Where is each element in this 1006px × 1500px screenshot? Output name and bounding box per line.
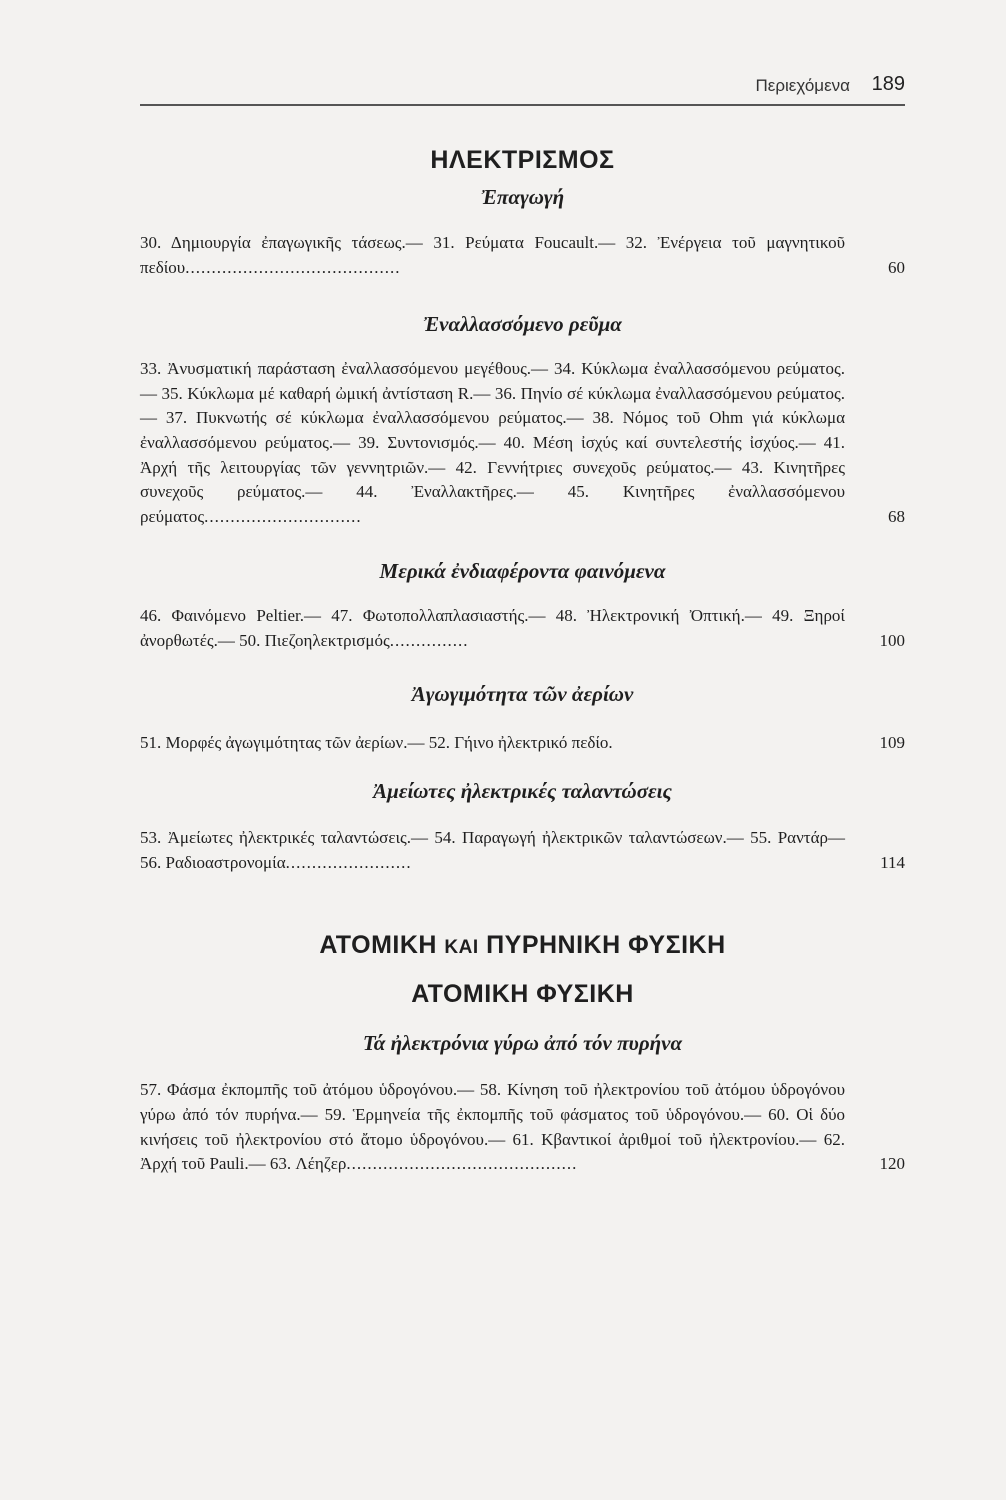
dot-leader: ............................................ (346, 1154, 578, 1174)
toc-entry-topics: 51. Μορφές ἀγωγιμότητας τῶν ἀερίων.— 52. Γήινο ἠλεκτρικό πεδίο. (140, 732, 613, 752)
header-page-number: 189 (871, 73, 905, 95)
part-title-segment: ΑΤΟΜΙΚΗ (319, 931, 445, 960)
toc-entry (140, 357, 905, 529)
toc-page-number: 60 (888, 257, 905, 277)
toc-page-number: 68 (888, 506, 905, 526)
toc-entry-topics: 30. Δημιουργία ἐπαγωγικῆς τάσεως.— 31. Ρεύματα Foucault.— 32. Ἐνέργεια τοῦ μαγνητικοῦ πεδίου (140, 233, 845, 277)
toc-entry-topics: 46. Φαινόμενο Peltier.— 47. Φωτοπολλαπλασιαστής.— 48. Ἠλεκτρονική Ὀπτική.— 49. Ξηροί ἀνορθωτές.— 50. Πιεζοηλεκτρισμός (140, 606, 845, 650)
chapter-title-electrons-around-nucleus: Τά ἠλεκτρόνια γύρω ἀπό τόν πυρήνα (362, 1031, 683, 1056)
toc-entry-topics: 53. Ἀμείωτες ἠλεκτρικές ταλαντώσεις.— 54. Παραγωγή ἠλεκτρικῶν ταλαντώσεων.— 55. Ραντάρ— 56. Ραδιοαστρονομία (140, 828, 845, 872)
chapter-title-alternating-current: Ἐναλλασσόμενο ρεῦμα (423, 312, 622, 337)
chapter-title-undamped-oscillations: Ἀμείωτες ἠλεκτρικές ταλαντώσεις (373, 779, 672, 804)
chapter-title-phenomena: Μερικά ἐνδιαφέροντα φαινόμενα (379, 559, 666, 584)
part-title-atomic-nuclear-physics (140, 931, 905, 960)
part-title-atomic-physics: ΑΤΟΜΙΚΗ ΦΥΣΙΚΗ (411, 980, 634, 1009)
toc-entry (140, 231, 905, 280)
dot-leader: .............................. (204, 506, 362, 526)
header-section-title: Περιεχόμενα (755, 76, 850, 95)
toc-page-number: 120 (879, 1154, 905, 1174)
toc-page-number: 114 (880, 852, 905, 872)
toc-entry (140, 826, 905, 875)
toc-entry (140, 731, 905, 756)
dot-leader: ......................................... (185, 257, 401, 277)
toc-entry (140, 1078, 905, 1176)
toc-entry-topics: 33. Ἀνυσματική παράσταση ἐναλλασσόμενου μεγέθους.— 34. Κύκλωμα ἐναλλασσόμενου ρεύματος.— 35. Κύκλωμα μέ καθαρή ὠμική ἀντίσταση R.— 36. Πηνίο σέ κύκλωμα ἐναλλασσόμενου ρεύματος.— 37. Πυκνωτής σέ κύκλωμα ἐναλλασσόμενου ρεύματος.— 38. Νόμος τοῦ Ohm γιά κύκλωμα ἐναλλασσόμενου ρεύματος.— 39. Συντονισμός.— 40. Μέση ἰσχύς καί συντελεστής ἰσχύος.— 41. Ἀρχή τῆς λειτουργίας τῶν γεννητριῶν.— 42. Γεννήτριες συνεχοῦς ρεύματος.— 43. Κινητῆρες συνεχοῦς ρεύματος.— 44. Ἐναλλακτῆρες.— 45. Κινητῆρες ἐναλλασσόμενου ρεύματος (140, 359, 845, 526)
toc-entry-topics: 57. Φάσμα ἐκπομπῆς τοῦ ἀτόμου ὑδρογόνου.— 58. Κίνηση τοῦ ἠλεκτρονίου τοῦ ἀτόμου ὑδρογόνου γύρω ἀπό τόν πυρήνα.— 59. Ἑρμηνεία τῆς ἐκπομπῆς τοῦ φάσματος τοῦ ὑδρογόνου.— 60. Οἱ δύο κινήσεις τοῦ ἠλεκτρονίου στό ἄτομο ὑδρογόνου.— 61. Κβαντικοί ἀριθμοί τοῦ ἠλεκτρονίου.— 62. Ἀρχή τοῦ Pauli.— 63. Λέηζερ (140, 1080, 845, 1174)
chapter-title-gas-conductivity: Ἀγωγιμότητα τῶν ἀερίων (411, 681, 634, 706)
dot-leader: ........................ (285, 852, 412, 872)
running-header (140, 70, 905, 100)
dot-leader: ............... (389, 630, 469, 650)
part-title-segment: ΚΑΙ (444, 937, 479, 959)
header-rule (140, 104, 905, 106)
toc-entry (140, 604, 905, 653)
table-of-contents (140, 138, 905, 1177)
part-title-electricity: ΗΛΕΚΤΡΙΣΜΟΣ (430, 146, 615, 174)
toc-page-number: 100 (879, 630, 905, 650)
chapter-title-induction: Ἐπαγωγή (480, 185, 565, 209)
toc-page-number: 109 (879, 732, 905, 752)
part-title-segment: ΠΥΡΗΝΙΚΗ ΦΥΣΙΚΗ (478, 931, 726, 960)
